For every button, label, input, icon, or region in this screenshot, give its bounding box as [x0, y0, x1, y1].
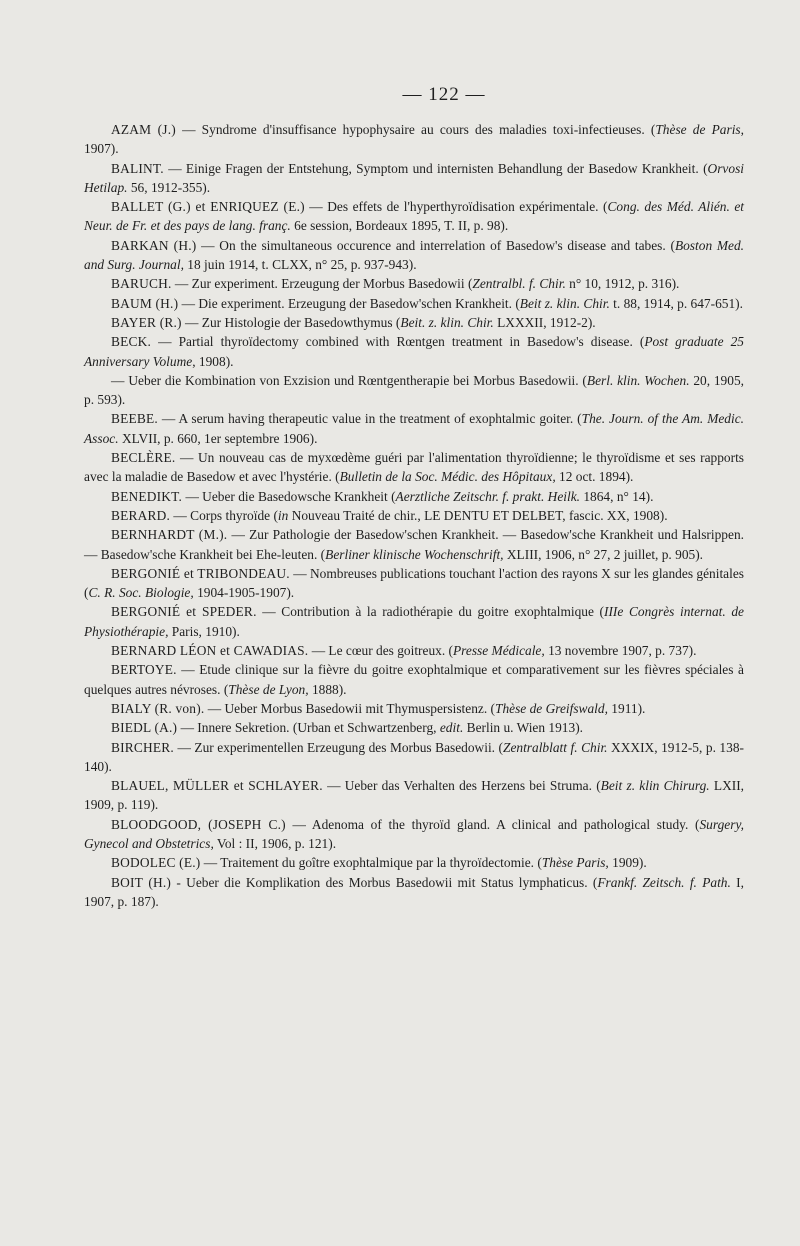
entry-author: BECK.	[111, 334, 152, 350]
entry-source: Surgery, Gynecol and Obstetrics,	[84, 816, 744, 851]
entry-tail: LXII, 1909, p. 119).	[84, 778, 745, 813]
bibliography-entry	[84, 506, 744, 525]
bibliography-entry	[84, 371, 744, 410]
entry-author: BARUCH.	[111, 276, 172, 292]
bibliography-entry	[84, 313, 744, 332]
entry-source: Presse Médicale,	[453, 643, 545, 659]
entry-source: Orvosi Hetilap.	[84, 160, 744, 195]
entry-source: Thèse Paris,	[541, 855, 609, 871]
entry-text: — Ueber das Verhalten des Herzens bei Struma. (	[322, 778, 601, 794]
entry-tail: LXXXII, 1912-2).	[493, 314, 596, 330]
entry-tail: 1888).	[308, 681, 347, 697]
entry-source: Thèse de Paris	[655, 122, 741, 137]
entry-text: — Le cœur des goitreux. (	[308, 643, 453, 659]
entry-text: — Partial thyroïdectomy combined with Rœntgen treatment in Basedow's disease. (	[151, 334, 645, 350]
entry-author: BEEBE.	[111, 411, 158, 427]
entry-text: — Ueber Morbus Basedowii mit Thymuspersistenz. (	[204, 700, 495, 716]
entry-author: BLOODGOOD, (JOSEPH C.)	[111, 816, 286, 832]
entry-text: — Adenoma of the thyroïd gland. A clinical and pathological study. (	[285, 816, 700, 832]
entry-source: Frankf. Zeitsch. f. Path.	[597, 874, 731, 890]
entry-text: — Die experiment. Erzeugung der Basedow'schen Krankheit. (	[178, 295, 520, 311]
entry-source: Zentralblatt f. Chir.	[503, 739, 608, 755]
entry-source: Cong. des Méd. Alién. et Neur. de Fr. et des pays de lang. franç.	[84, 199, 744, 234]
entry-author: BAYER (R.)	[111, 314, 182, 330]
entry-author: BECLÈRE.	[111, 450, 176, 466]
entry-source: Beit. z. klin. Chir.	[400, 314, 494, 330]
bibliography-entry	[84, 815, 744, 854]
entry-source: Bulletin de la Soc. Médic. des Hôpitaux,	[339, 469, 556, 485]
entry-source: Aerztliche Zeitschr. f. prakt. Heilk.	[395, 488, 580, 504]
bibliography-entry	[84, 525, 744, 564]
entry-tail: 18 juin 1914, t. CLXX, n° 25, p. 937-943).	[183, 257, 417, 273]
entry-author: BIEDL (A.)	[111, 720, 178, 736]
bibliography-list	[84, 120, 744, 911]
entry-author: BERGONIÉ et TRIBONDEAU.	[111, 565, 290, 581]
entry-source: The. Journ. of the Am. Medic. Assoc.	[84, 411, 744, 446]
bibliography-entry	[84, 197, 744, 236]
entry-text: — Zur Histologie der Basedowthymus (	[181, 314, 401, 330]
entry-text: — Nombreuses publications touchant l'action des rayons X sur les glandes génitales (	[84, 565, 744, 601]
bibliography-entry	[84, 564, 744, 603]
entry-author: BENEDIKT.	[111, 488, 183, 504]
entry-author: BARKAN (H.)	[111, 237, 197, 253]
entry-author: BERARD.	[111, 507, 171, 523]
entry-source: IIIe Congrès internat. de Physiothérapie,	[84, 604, 744, 639]
entry-source: Zentralbl. f. Chir.	[472, 276, 566, 292]
entry-tail: XLIII, 1906, n° 27, 2 juillet, p. 905).	[503, 546, 704, 562]
bibliography-entry	[84, 294, 744, 313]
entry-text: Ueber die Kombination von Exzision und Rœntgentherapie bei Morbus Basedowii. (	[124, 372, 587, 388]
bibliography-entry	[84, 159, 744, 198]
entry-author: BIRCHER.	[111, 739, 174, 755]
entry-text: - Ueber die Komplikation des Morbus Basedowii mit Status lymphaticus. (	[171, 874, 598, 890]
entry-tail: 1864, n° 14).	[580, 488, 654, 504]
entry-tail: Vol : II, 1906, p. 121).	[213, 835, 337, 851]
bibliography-entry	[84, 602, 744, 641]
entry-text: — Zur Pathologie der Basedow'schen Krankheit. — Basedow'sche Krankheit und Halsrippen. — Basedow'sche Krankheit bei Ehe-leuten. (	[84, 527, 744, 562]
entry-source: C. R. Soc. Biologie,	[88, 585, 194, 601]
entry-text: — Zur experimentellen Erzeugung des Morbus Basedowii. (	[173, 739, 503, 755]
page-number: — 122 —	[402, 84, 486, 105]
entry-source: Beit z. klin Chirurg.	[600, 778, 710, 794]
entry-text: — Un nouveau cas de myxœdème guéri par l'alimentation thyroïdienne; le thyroïdisme et ses rapports avec la maladie de Basedow et avec l'hystérie. (	[84, 450, 744, 485]
bibliography-entry	[84, 718, 744, 737]
entry-author: BERTOYE.	[111, 662, 177, 678]
entry-text: — Ueber die Basedowsche Krankheit (	[182, 488, 396, 504]
entry-author: BERNARD LÉON et CAWADIAS.	[111, 643, 309, 659]
bibliography-entry	[84, 236, 744, 275]
entry-author: BERGONIÉ et SPEDER.	[111, 604, 257, 620]
entry-source: edit.	[439, 720, 464, 736]
entry-source: Post graduate 25 Anniversary Volume	[84, 334, 744, 369]
bibliography-entry	[84, 487, 744, 506]
bibliography-entry	[84, 274, 744, 293]
entry-tail: t. 88, 1914, p. 647-651).	[609, 295, 743, 311]
entry-text: — Etude clinique sur la fièvre du goitre exophtalmique et comparativement sur les fièvres spéciales à quelques autres névroses. (	[84, 662, 744, 697]
entry-text: — A serum having therapeutic value in the treatment of exophtalmic goiter. (	[157, 411, 582, 427]
entry-text: — Innere Sekretion. (Urban et Schwartzenberg,	[177, 720, 440, 736]
entry-author: BIALY (R. von).	[111, 700, 205, 716]
entry-text: — Syndrome d'insuffisance hypophysaire au cours des maladies toxi-infectieuses. (	[175, 122, 656, 137]
entry-text: — Einige Fragen der Entstehung, Symptom und internisten Behandlung der Basedow Krankheit. (	[163, 160, 708, 176]
entry-tail: , 1907).	[84, 122, 744, 157]
entry-tail: Paris, 1910).	[168, 623, 240, 639]
bibliography-entry	[84, 776, 744, 815]
entry-source: Berl. klin. Wochen.	[586, 372, 690, 388]
entry-source: Thèse de Greifswald,	[495, 700, 608, 716]
entry-author: AZAM (J.)	[111, 122, 176, 137]
bibliography-entry	[84, 448, 744, 487]
entry-author: BOIT (H.)	[111, 874, 172, 890]
entry-source: Beit z. klin. Chir.	[519, 295, 610, 311]
entry-tail: n° 10, 1912, p. 316).	[565, 276, 680, 292]
entry-tail: I, 1907, p. 187).	[84, 874, 744, 909]
entry-source: Boston Med. and Surg. Journal,	[84, 237, 745, 273]
entry-tail: 20, 1905, p. 593).	[84, 372, 744, 408]
entry-author: BAUM (H.)	[111, 295, 179, 311]
entry-tail: Berlin u. Wien 1913).	[463, 720, 584, 736]
entry-tail: 56, 1912-355).	[127, 179, 211, 195]
bibliography-entry	[84, 699, 744, 718]
bibliography-entry	[84, 332, 744, 371]
entry-source: in	[277, 507, 289, 523]
bibliography-entry	[84, 853, 744, 872]
entry-source: Berliner klinische Wochenschrift,	[325, 546, 504, 562]
entry-author: BODOLEC (E.)	[111, 855, 201, 871]
entry-source: Thèse de Lyon,	[228, 681, 309, 697]
entry-text: — Zur experiment. Erzeugung der Morbus Basedowii (	[171, 276, 473, 292]
entry-tail: XLVII, p. 660, 1er septembre 1906).	[118, 430, 318, 446]
entry-tail: 12 oct. 1894).	[555, 469, 634, 485]
entry-tail: XXXIX, 1912-5, p. 138-140).	[84, 739, 744, 774]
entry-text: — Contribution à la radiothérapie du goitre exophtalmique (	[256, 604, 605, 620]
entry-tail: 1909).	[608, 855, 647, 871]
bibliography-entry	[84, 738, 744, 777]
entry-tail: 1911).	[607, 700, 646, 716]
entry-author: —	[111, 372, 125, 388]
entry-text: — Traitement du goître exophtalmique par la thyroïdectomie. (	[200, 855, 542, 871]
bibliography-entry	[84, 409, 744, 448]
entry-tail: , 1908).	[192, 353, 234, 369]
entry-author: BLAUEL, MÜLLER et SCHLAYER.	[111, 778, 323, 794]
entry-text: — Corps thyroïde (	[170, 507, 278, 523]
entry-author: BALLET (G.) et ENRIQUEZ (E.)	[111, 199, 305, 215]
entry-author: BERNHARDT (M.).	[111, 527, 228, 543]
bibliography-entry	[84, 660, 744, 699]
entry-text: — Des effets de l'hyperthyroïdisation expérimentale. (	[304, 199, 608, 215]
entry-tail: 13 novembre 1907, p. 737).	[544, 643, 697, 659]
entry-text: — On the simultaneous occurence and interrelation of Basedow's disease and tabes. (	[196, 237, 675, 253]
bibliography-entry	[84, 641, 744, 660]
bibliography-entry	[84, 120, 744, 159]
bibliography-entry	[84, 873, 744, 912]
entry-tail: 1904-1905-1907).	[193, 585, 295, 601]
entry-tail: 6e session, Bordeaux 1895, T. II, p. 98).	[290, 218, 509, 234]
entry-tail: Nouveau Traité de chir., LE DENTU ET DELBET, fascic. XX, 1908).	[288, 507, 668, 523]
entry-author: BALINT.	[111, 160, 164, 176]
